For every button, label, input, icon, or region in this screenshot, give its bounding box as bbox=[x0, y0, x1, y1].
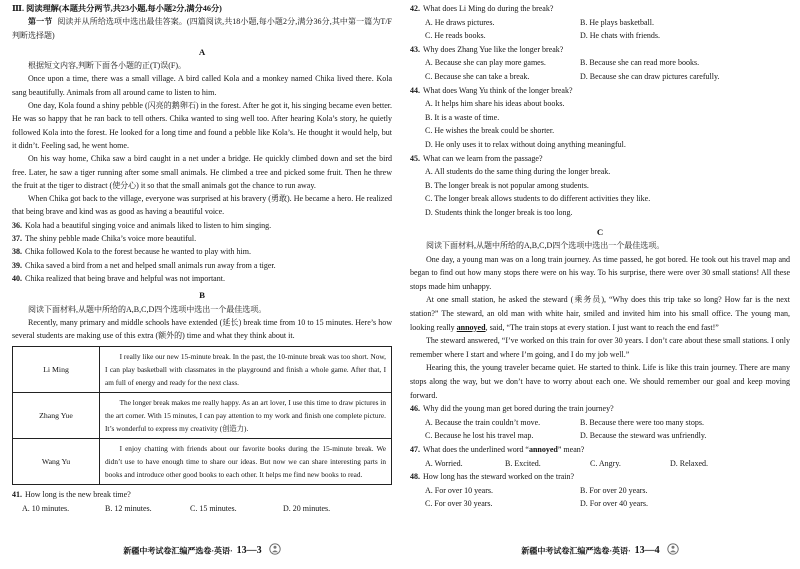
option-b: B. The longer break is not popular among students. bbox=[425, 180, 589, 190]
question-number: 44. bbox=[410, 85, 420, 95]
student-comment: The longer break makes me really happy. As an art lover, I use this time to draw pictures in the art corner. With 15 minutes, I can pay attention to my work and finish one complete picture. It’s wonderful to express my creativity (创造力). bbox=[100, 393, 392, 439]
option-a: A. Worried. bbox=[425, 458, 463, 468]
options-row bbox=[410, 70, 790, 84]
passage-a-heading: A bbox=[198, 46, 206, 57]
question-number: 45. bbox=[410, 153, 420, 163]
option-b: B. 12 minutes. bbox=[105, 503, 152, 513]
passage-c-paragraph: One day, a young man was on a long train journey. As time passed, he got bored. He took out his travel map and began to find out how many stops there were on his way. To his surprise, there were over 30 small stations! All these stops made him unhappy. bbox=[410, 254, 790, 291]
paragraph-text: At one small station, he asked the steward (乘务员), “Why does this trip take so long? How far is the next station?” The steward, an old man with white hair, smiled and invited him into his small office. The young man, looking really bbox=[410, 295, 790, 332]
option-b: B. Excited. bbox=[505, 458, 541, 468]
footer-label: 新疆中考试卷汇编严选卷·英语· bbox=[521, 546, 631, 556]
student-name: Zhang Yue bbox=[13, 393, 100, 439]
question-stem bbox=[12, 488, 392, 501]
underlined-word-annoyed: annoyed bbox=[456, 322, 486, 332]
passage-b-intro: Recently, many primary and middle schools have extended (延长) break time from 10 to 15 minutes. Here’s how several students are making use of this extra (额外的) time and what they think about it. bbox=[12, 317, 392, 341]
option-c: C. Because he lost his travel map. bbox=[425, 431, 534, 441]
question-number: 47. bbox=[410, 445, 420, 454]
table-row bbox=[13, 393, 392, 439]
statement-text: Chika realized that being brave and helpful was not important. bbox=[25, 273, 225, 283]
statement-39 bbox=[12, 259, 392, 272]
option-a: A. Because the train couldn’t move. bbox=[425, 417, 541, 427]
passage-b-heading: B bbox=[199, 290, 205, 301]
options-row bbox=[410, 429, 790, 443]
option-b: B. Because she can read more books. bbox=[580, 58, 700, 68]
passage-a-instruction: 根据短文内容,判断下面各小题的正(T)误(F)。 bbox=[28, 61, 186, 71]
options-row bbox=[410, 16, 790, 30]
statement-40 bbox=[12, 272, 392, 285]
question-number: 41. bbox=[12, 490, 22, 500]
question-text: What can we learn from the passage? bbox=[423, 153, 543, 163]
footer-label: 新疆中考试卷汇编严选卷·英语· bbox=[123, 546, 233, 556]
page-number: 13—3 bbox=[236, 545, 262, 557]
question-45 bbox=[410, 152, 790, 166]
option-b: B. Because there were too many stops. bbox=[580, 417, 704, 427]
option-c: C. The longer break allows students to do different activities they like. bbox=[425, 194, 651, 204]
question-text: How long has the steward worked on the train? bbox=[423, 472, 575, 482]
question-number: 48. bbox=[410, 472, 420, 482]
statement-37 bbox=[12, 232, 392, 245]
passage-a-paragraph: On his way home, Chika saw a bird caught in a net under a bridge. He quickly climbed down and set the bird free. Later, he saw a tiger running after some small animals. He climbed a tree and picked some fruit. Then he threw the fruit at the tiger to distract (使分心) it so that the small animals got the chance to run away. bbox=[12, 154, 392, 190]
question-41 bbox=[12, 488, 392, 515]
question-number: 36. bbox=[12, 220, 22, 230]
option-c: C. For over 30 years. bbox=[425, 499, 493, 509]
option-a: A. It helps him share his ideas about books. bbox=[425, 99, 565, 109]
option-a: A. All students do the same thing during the longer break. bbox=[425, 167, 611, 177]
statement-36 bbox=[12, 219, 392, 232]
option-d: D. Because she can draw pictures carefully. bbox=[580, 71, 720, 81]
right-page bbox=[410, 2, 790, 511]
page-number: 13—4 bbox=[634, 545, 660, 557]
options-row bbox=[410, 56, 790, 70]
publisher-logo-icon bbox=[667, 543, 679, 560]
question-text: What does Li Ming do during the break? bbox=[423, 4, 554, 13]
options-row bbox=[410, 497, 790, 511]
option-d: D. Students think the longer break is too long. bbox=[425, 207, 573, 217]
question-48 bbox=[410, 470, 790, 484]
student-opinions-table bbox=[12, 346, 392, 485]
options-row bbox=[410, 457, 790, 471]
options-row bbox=[410, 484, 790, 498]
paragraph-text: , said, “The train stops at every station. I just want to reach the end fast!” bbox=[485, 322, 719, 332]
part-one-text: 阅读并从所给选项中选出最佳答案。(四篇阅读,共18小题,每小题2分,满分36分,其中第一篇为T/F判断选择题) bbox=[12, 17, 392, 40]
question-42 bbox=[410, 2, 790, 16]
question-43 bbox=[410, 43, 790, 57]
publisher-logo-icon bbox=[269, 543, 281, 560]
question-number: 42. bbox=[410, 4, 420, 13]
passage-c-paragraph bbox=[410, 293, 790, 334]
passage-a-paragraph: One day, Kola found a shiny pebble (闪亮的鹅卵石) in the forest. After he got it, his singing became even better. He was so happy that he ran back to tell others. Chika wanted to sing well too. After hearing Kola’s story, he quietly followed Kola into the forest. He looked for a long time and found a pebble like Kola’s. He thought it would help, but it didn’t. Feeling sad, he went home. bbox=[12, 101, 392, 150]
student-comment: I enjoy chatting with friends about our favorite books during the 15-minute break. We didn’t use to have enough time to share our ideas. But now we can share interesting parts in books and introduce other good books to each other. It helps me find new books to read. bbox=[100, 439, 392, 485]
option-b: B. It is a waste of time. bbox=[425, 112, 500, 122]
passage-c-paragraph: The steward answered, “I’ve worked on this train for over 30 years. I don’t care about these small stations. I only remember where I start and where I’m going, and I do my job well.” bbox=[410, 336, 790, 359]
option-c: C. 15 minutes. bbox=[190, 503, 237, 513]
option-c: C. He wishes the break could be shorter. bbox=[425, 126, 555, 136]
table-row bbox=[13, 347, 392, 393]
options-row bbox=[12, 502, 392, 515]
option-b: B. For over 20 years. bbox=[580, 485, 648, 495]
passage-c-instruction: 阅读下面材料,从题中所给的A,B,C,D四个选项中选出一个最佳选项。 bbox=[426, 241, 665, 251]
passage-c-heading: C bbox=[596, 226, 604, 237]
statement-38 bbox=[12, 245, 392, 258]
student-name: Wang Yu bbox=[13, 439, 100, 485]
statement-text: Chika saved a bird from a net and helped small animals run away from a tiger. bbox=[25, 260, 276, 270]
question-44 bbox=[410, 84, 790, 98]
statement-text: The shiny pebble made Chika’s voice more beautiful. bbox=[25, 234, 197, 244]
section-title: Ⅲ. 阅读理解(本题共分两节,共23小题,每小题2分,满分46分) bbox=[12, 4, 222, 13]
left-page-footer bbox=[12, 543, 392, 560]
question-text: How long is the new break time? bbox=[25, 490, 131, 500]
question-46 bbox=[410, 402, 790, 416]
question-number: 39. bbox=[12, 260, 22, 270]
option-d: D. 20 minutes. bbox=[283, 503, 331, 513]
passage-a-paragraph: When Chika got back to the village, everyone was surprised at his bravery (勇敢). He became a hero. He realized that being brave and kind was as good as having a beautiful voice. bbox=[12, 194, 392, 217]
question-text: Why did the young man get bored during the train journey? bbox=[423, 404, 614, 414]
student-name: Li Ming bbox=[13, 347, 100, 393]
option-a: A. He draws pictures. bbox=[425, 17, 495, 27]
question-text: Why does Zhang Yue like the longer break? bbox=[423, 44, 564, 54]
option-d: D. For over 40 years. bbox=[580, 499, 648, 509]
passage-c-paragraph: Hearing this, the young traveler became quiet. He started to think. Life is like this train journey. There are many stops along the way, but we don’t have to worry about each one. We should remember our goal and keep moving forward. bbox=[410, 363, 790, 400]
quoted-word: annoyed bbox=[528, 445, 558, 454]
passage-b-instruction: 阅读下面材料,从题中所给的A,B,C,D四个选项中选出一个最佳选项。 bbox=[28, 304, 267, 314]
option-b: B. He plays basketball. bbox=[580, 17, 654, 27]
table-row bbox=[13, 439, 392, 485]
option-c: C. Angry. bbox=[590, 458, 621, 468]
question-47 bbox=[410, 443, 790, 457]
option-d: D. Because the steward was unfriendly. bbox=[580, 431, 707, 441]
question-text: What does Wang Yu think of the longer break? bbox=[423, 85, 573, 95]
question-number: 37. bbox=[12, 234, 22, 244]
right-page-footer bbox=[410, 543, 790, 560]
option-c: C. Because she can take a break. bbox=[425, 71, 530, 81]
option-a: A. 10 minutes. bbox=[22, 503, 70, 513]
option-d: D. He chats with friends. bbox=[580, 31, 660, 41]
question-text: What does the underlined word “ bbox=[423, 445, 529, 454]
question-number: 38. bbox=[12, 247, 22, 257]
question-number: 43. bbox=[410, 44, 420, 54]
student-comment: I really like our new 15-minute break. In the past, the 10-minute break was too short. Now, I can play basketball with classmates in the playground and finish a whole game. After that, I am full of energy and ready for the next class. bbox=[100, 347, 392, 393]
question-number: 40. bbox=[12, 273, 22, 283]
option-a: A. Because she can play more games. bbox=[425, 58, 546, 68]
options-row bbox=[410, 416, 790, 430]
part-one-label: 第一节 bbox=[28, 17, 53, 27]
question-number: 46. bbox=[410, 404, 420, 414]
question-text: ” mean? bbox=[557, 445, 585, 454]
passage-a-paragraph: Once upon a time, there was a small village. A bird called Kola and a monkey named Chika lived there. Kola sang beautifully. Animals from all around came to listen to him. bbox=[12, 74, 392, 97]
option-a: A. For over 10 years. bbox=[425, 485, 493, 495]
part-one-instruction bbox=[12, 15, 392, 42]
option-d: D. He only uses it to relax without doing anything meaningful. bbox=[425, 139, 626, 149]
option-d: D. Relaxed. bbox=[670, 458, 708, 468]
options-row bbox=[410, 29, 790, 43]
statement-text: Kola had a beautiful singing voice and animals liked to listen to him singing. bbox=[25, 220, 272, 230]
option-c: C. He reads books. bbox=[425, 31, 486, 41]
left-page bbox=[12, 2, 392, 515]
statement-text: Chika followed Kola to the forest because he wanted to play with him. bbox=[25, 247, 251, 257]
